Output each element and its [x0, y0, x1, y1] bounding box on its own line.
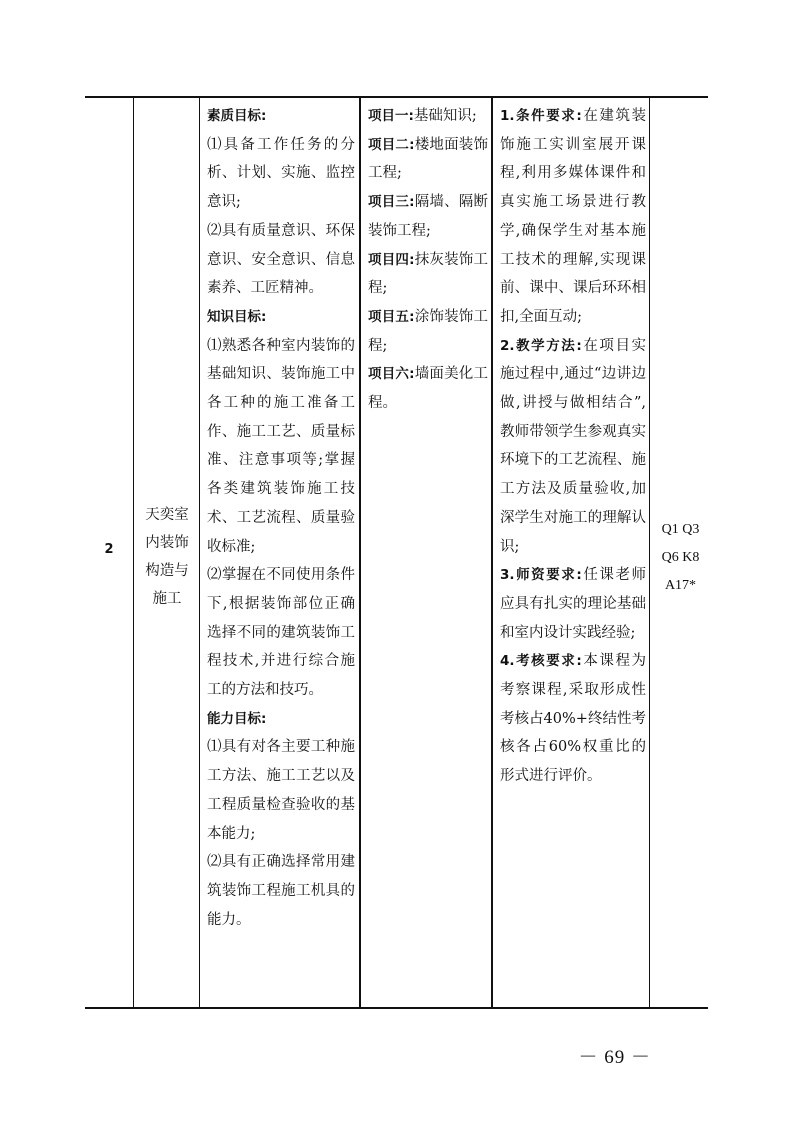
project-label: 项目四: — [368, 251, 415, 268]
requirement-item — [500, 332, 646, 562]
column-divider — [491, 98, 493, 1007]
project-item — [368, 102, 488, 131]
project-text: 涂饰装饰工程; — [368, 308, 488, 354]
project-text: 抹灰装饰工程; — [368, 251, 488, 297]
project-label: 项目五: — [368, 308, 415, 325]
teaching-requirements — [500, 102, 646, 791]
ability-goals-heading: 能力目标: — [207, 710, 267, 727]
quality-goal-item: ⑵具有质量意识、环保意识、安全意识、信息素养、工匠精神。 — [207, 222, 355, 297]
project-text: 隔墙、隔断装饰工程; — [368, 194, 488, 239]
column-divider — [359, 98, 361, 1007]
requirement-label: 2.教学方法: — [500, 337, 582, 354]
column-divider — [199, 98, 200, 1007]
course-goals — [207, 102, 355, 934]
table-top-rule — [85, 96, 708, 98]
requirement-text: 任课老师应具有扎实的理论基础和室内设计实践经验; — [500, 567, 647, 641]
course-name: 天奕室内装饰构造与施工 — [145, 507, 189, 607]
project-item — [368, 303, 488, 360]
project-list — [368, 102, 488, 418]
requirement-item — [500, 561, 646, 647]
table-bottom-rule — [85, 1007, 708, 1009]
row-number: 2 — [104, 542, 114, 557]
project-label: 项目三: — [368, 194, 415, 211]
requirement-text: 在项目实施过程中,通过“边讲边做,讲授与做相结合”,教师带领学生参观真实环境下的工艺流程、施工方法及质量验收,加深学生对施工的理解认识; — [500, 337, 647, 555]
column-divider — [649, 98, 650, 1007]
page-number: － 69 － — [578, 1047, 651, 1068]
requirement-label: 4.考核要求: — [500, 653, 582, 670]
project-label: 项目二: — [368, 136, 415, 153]
knowledge-goal-item: ⑴熟悉各种室内装饰的基础知识、装饰施工中各工种的施工准备工作、施工工艺、质量标准、注意事项等;掌握各类建筑装饰施工技术、工艺流程、质量验收标准; — [207, 337, 355, 555]
knowledge-goal-item: ⑵掌握在不同使用条件下,根据装饰部位正确选择不同的建筑装饰工程技术,并进行综合施工的方法和技巧。 — [207, 567, 355, 699]
project-item — [368, 188, 488, 245]
project-text: 墙面美化工程。 — [368, 366, 488, 412]
ability-goal-item: ⑵具有正确选择常用建筑装饰工程施工机具的能力。 — [207, 854, 355, 928]
requirement-item — [500, 102, 646, 332]
requirement-label: 1.条件要求: — [500, 108, 582, 124]
quality-goal-item: ⑴具备工作任务的分析、计划、实施、监控意识; — [207, 136, 355, 211]
project-label: 项目一: — [368, 108, 414, 124]
project-text: 楼地面装饰工程; — [368, 136, 488, 182]
quality-goals-heading: 素质目标: — [207, 108, 267, 124]
project-item — [368, 360, 488, 417]
column-divider — [133, 98, 134, 1007]
course-table-row — [85, 96, 708, 1009]
project-label: 项目六: — [368, 366, 415, 383]
requirement-item — [500, 647, 646, 791]
project-text: 基础知识; — [413, 108, 477, 124]
competency-codes: Q1 Q3 Q6 K8 A17* — [661, 522, 700, 593]
project-item — [368, 246, 488, 303]
knowledge-goals-heading: 知识目标: — [207, 308, 267, 325]
ability-goal-item: ⑴具有对各主要工种施工方法、施工工艺以及工程质量检查验收的基本能力; — [207, 739, 355, 842]
requirement-text: 本课程为考察课程,采取形成性考核占40%+终结性考核各占60%权重比的形式进行评价。 — [500, 653, 647, 785]
requirement-text: 在建筑装饰施工实训室展开课程,利用多媒体课件和真实施工场景进行教学,确保学生对基本施工技术的理解,实现课前、课中、课后环环相扣,全面互动; — [500, 108, 647, 325]
project-item — [368, 131, 488, 188]
requirement-label: 3.师资要求: — [500, 567, 582, 584]
